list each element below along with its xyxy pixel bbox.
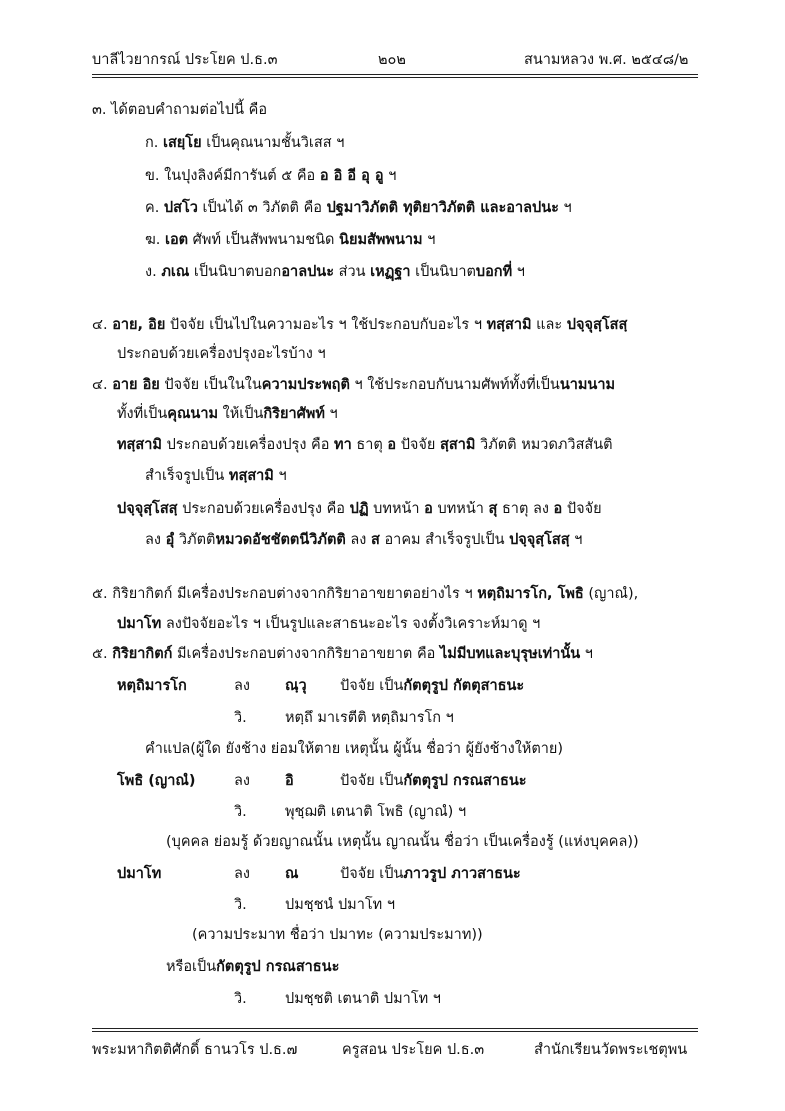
q4-answer-line2: ทั้งที่เป็นคุณนาม ให้เป็นกิริยาศัพท์ ฯ — [117, 406, 338, 422]
word-1-vi-label: วิ. — [234, 710, 247, 726]
word-2-affix: อิ — [285, 773, 294, 789]
word-3-translation: (ความประมาท ชื่อว่า ปมาทะ (ความประมาท)) — [192, 927, 483, 943]
word-2-vigraha: พุชฺฌติ เตนาติ โพธิ (ญาณํ) ฯ — [285, 804, 467, 820]
q5-question-line1: ๕. กิริยากิตก์ มีเครื่องประกอบต่างจากกิริยาอาขยาตอย่างไร ฯ หตฺถิมารโก, โพธิ (ญาณํ), — [92, 586, 639, 602]
word-1-vigraha: หตฺถึ มาเรตีติ หตฺถิมารโก ฯ — [285, 710, 454, 726]
word-1-lng: ลง — [234, 678, 250, 694]
q5-question-line2: ปมาโท ลงปัจจัยอะไร ฯ เป็นรูปและสาธนะอะไร จงตั้งวิเคราะห์มาดู ฯ — [117, 616, 541, 632]
word-3: ปมาโท — [117, 866, 162, 882]
q4-answer-line1: ๔. อาย อิย ปัจจัย เป็นในในความประพฤติ ฯ ใช้ประกอบกับนามศัพท์ทั้งที่เป็นนามนาม — [92, 377, 616, 393]
word-3-alternative: หรือเป็นกัตตุรูป กรณสาธนะ — [166, 959, 340, 975]
q3-intro: ๓. ได้ตอบคำถามต่อไปนี้ คือ — [92, 102, 268, 118]
q3-answer-e: ง. ภเณ เป็นนิบาตบอกอาลปนะ ส่วน เหฏฺฐา เป็นนิบาตบอกที่ ฯ — [145, 264, 525, 280]
footer-left: พระมหากิตติศักดิ์ ธานวโร ป.ธ.๗ — [92, 1042, 298, 1058]
q3-answer-a: ก. เสยฺโย เป็นคุณนามชั้นวิเสส ฯ — [145, 135, 345, 151]
header-rule — [92, 74, 698, 75]
word-3-analysis: ปัจจัย เป็นภาวรูป ภาวสาธนะ — [340, 866, 521, 882]
word-2-vi-label: วิ. — [234, 804, 247, 820]
word-1-translation: คำแปล(ผู้ใด ยังช้าง ย่อมให้ตาย เหตุนั้น ผู้นั้น ชื่อว่า ผู้ยังช้างให้ตาย) — [145, 741, 564, 757]
header-right: สนามหลวง พ.ศ. ๒๕๔๘/๒ — [524, 52, 689, 68]
q5-answer-line1: ๕. กิริยากิตก์ มีเครื่องประกอบต่างจากกิริยาอาขยาต คือ ไม่มีบทและบุรุษเท่านั้น ฯ — [92, 646, 593, 662]
word-1: หตฺถิมารโก — [117, 678, 187, 694]
q4-answer-line5: ปจฺจุสฺโสสฺ ประกอบด้วยเครื่องปรุง คือ ปฏิ บทหน้า อ บทหน้า สุ ธาตุ ลง อ ปัจจัย — [117, 501, 602, 517]
q4-answer-line3: ทสฺสามิ ประกอบด้วยเครื่องปรุง คือ ทา ธาตุ อ ปัจจัย สฺสามิ วิภัตติ หมวดภวิสสันติ — [117, 437, 613, 453]
q3-answer-d: ฆ. เอต ศัพท์ เป็นสัพพนามชนิด นิยมสัพพนาม ฯ — [145, 232, 436, 248]
header-left: บาลีไวยากรณ์ ประโยค ป.ธ.๓ — [92, 52, 278, 68]
q3-answer-b: ข. ในปุงลิงค์มีการันต์ ๕ คือ อ อิ อี อุ อู ฯ — [145, 168, 397, 184]
page-number: ๒๐๒ — [378, 52, 406, 68]
footer-center: ครูสอน ประโยค ป.ธ.๓ — [342, 1042, 485, 1058]
word-3-vi-label: วิ. — [234, 897, 247, 913]
word-1-analysis: ปัจจัย เป็นกัตตุรูป กัตตุสาธนะ — [340, 678, 525, 694]
word-2-translation: (บุคคล ย่อมรู้ ด้วยญาณนั้น เหตุนั้น ญาณนั้น ชื่อว่า เป็นเครื่องรู้ (แห่งบุคคล)) — [166, 834, 639, 850]
footer-rule — [92, 1028, 698, 1029]
word-3-vi-label-2: วิ. — [234, 991, 247, 1007]
q3-answer-c: ค. ปสโว เป็นได้ ๓ วิภัตติ คือ ปฐมาวิภัตติ ทุติยาวิภัตติ และอาลปนะ ฯ — [145, 200, 572, 216]
word-2: โพธิ (ญาณํ) — [117, 773, 196, 789]
word-3-lng: ลง — [234, 866, 250, 882]
header-rule-2 — [92, 77, 698, 78]
footer-rule-2 — [92, 1031, 698, 1032]
word-1-affix: ณฺวุ — [285, 678, 307, 694]
q4-question-line1: ๔. อาย, อิย ปัจจัย เป็นไปในความอะไร ฯ ใช้ประกอบกับอะไร ฯ ทสฺสามิ และ ปจฺจุสฺโสสฺ — [92, 317, 628, 333]
q4-answer-line6: ลง อุํ วิภัตติหมวดอัชชัตตนีวิภัตติ ลง ส อาคม สำเร็จรูปเป็น ปจฺจุสฺโสสฺ ฯ — [145, 532, 583, 548]
footer-right: สำนักเรียนวัดพระเชตุพน — [534, 1042, 688, 1058]
word-3-vigraha-2: ปมชฺชติ เตนาติ ปมาโท ฯ — [285, 991, 441, 1007]
word-2-analysis: ปัจจัย เป็นกัตตุรูป กรณสาธนะ — [340, 773, 527, 789]
word-3-affix: ณ — [285, 866, 299, 882]
word-3-vigraha: ปมชฺชนํ ปมาโท ฯ — [285, 897, 395, 913]
word-2-lng: ลง — [234, 773, 250, 789]
q4-answer-line4: สำเร็จรูปเป็น ทสฺสามิ ฯ — [145, 468, 287, 484]
q4-question-line2: ประกอบด้วยเครื่องปรุงอะไรบ้าง ฯ — [117, 346, 326, 362]
